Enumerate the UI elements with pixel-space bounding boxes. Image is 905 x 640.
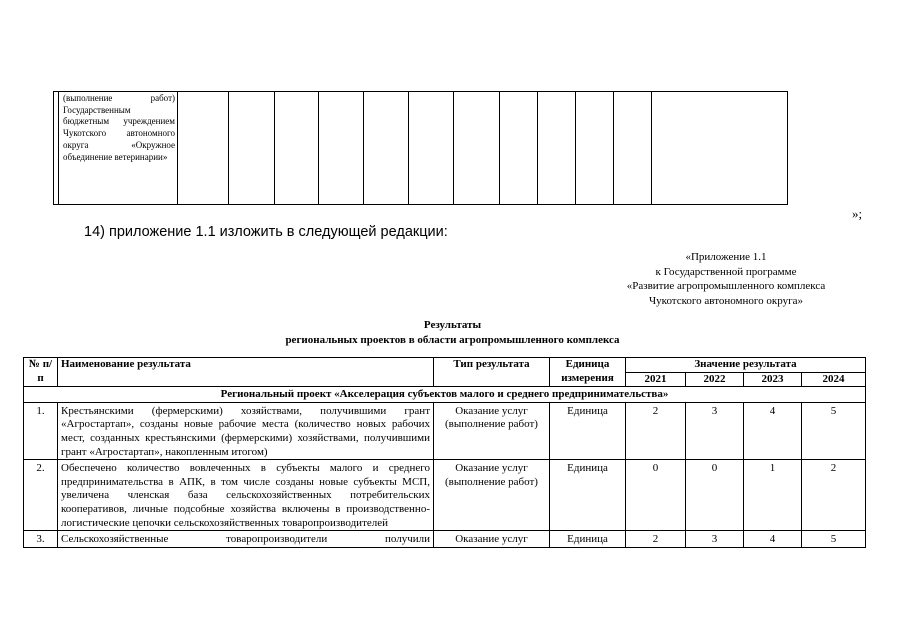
table-row: [54, 92, 788, 205]
row-name: Крестьянскими (фермерскими) хозяйствами, получившими грант «Агростартап», созданы новые рабочие места (количество новых рабочих мест, созданных крестьянскими (фермерскими) хозяйствами, получившими грант «Агростартап», накопленным итогом): [58, 402, 434, 459]
row-type: Оказание услуг: [434, 531, 550, 548]
table-cell: [538, 92, 576, 205]
appendix-header: [596, 250, 856, 308]
closing-quote: »;: [852, 206, 863, 221]
appendix-line: «Приложение 1.1: [685, 251, 767, 263]
row-value: 1: [744, 460, 802, 531]
table-cell: [652, 92, 788, 205]
appendix-line: к Государственной программе: [655, 265, 797, 278]
row-name: Обеспечено количество вовлеченных в субъекты малого и среднего предпринимательства в АПК, в том числе созданы новые субъекты МСП, увеличена членская база сельскохозяйственных потребительских кооперативов, личные подсобные хозяйства включены в производственно-логистические цепочки сельскохозяйственных товаропроизводителей: [58, 460, 434, 531]
row-unit: Единица: [550, 402, 626, 459]
row-type: Оказание услуг (выполнение работ): [434, 402, 550, 459]
continued-table: [53, 91, 788, 205]
row-value: 2: [626, 531, 686, 548]
header-num: № п/п: [24, 358, 58, 387]
row-type: Оказание услуг (выполнение работ): [434, 460, 550, 531]
results-table: [23, 357, 866, 548]
header-value: Значение результата: [626, 358, 866, 373]
row-value: 0: [626, 460, 686, 531]
table-cell: [319, 92, 364, 205]
table-cell: [178, 92, 229, 205]
header-unit: Единица измерения: [550, 358, 626, 387]
row-value: 4: [744, 531, 802, 548]
header-type: Тип результата: [434, 358, 550, 387]
table-cell: [614, 92, 652, 205]
table-cell: [576, 92, 614, 205]
table-cell: [454, 92, 500, 205]
table-row: [24, 460, 866, 531]
amendment-item: 14) приложение 1.1 изложить в следующей редакции:: [84, 224, 448, 240]
header-name: Наименование результата: [58, 358, 434, 387]
row-value: 5: [802, 531, 866, 548]
document-title: [200, 318, 705, 347]
header-year: 2022: [686, 372, 744, 387]
header-row: [24, 358, 866, 373]
table-cell: [229, 92, 275, 205]
row-name: Сельскохозяйственные товаропроизводители получили: [58, 531, 434, 548]
row-unit: Единица: [550, 531, 626, 548]
row-value: 5: [802, 402, 866, 459]
header-year: 2024: [802, 372, 866, 387]
row-value: 2: [802, 460, 866, 531]
row-value: 2: [626, 402, 686, 459]
appendix-line: Чукотского автономного округа»: [649, 294, 803, 307]
table-cell: [409, 92, 454, 205]
result-description-cell: (выполнение работ) Государственным бюджетным учреждением Чукотского автономного округа «Окружное объединение ветеринарии»: [59, 92, 178, 205]
row-unit: Единица: [550, 460, 626, 531]
row-num: 2.: [24, 460, 58, 531]
header-year: 2021: [626, 372, 686, 387]
table-cell: [500, 92, 538, 205]
row-value: 0: [686, 460, 744, 531]
row-value: 4: [744, 402, 802, 459]
title-line: региональных проектов в области агропромышленного комплекса: [285, 333, 620, 346]
title-line: Результаты: [423, 319, 482, 331]
table-cell: [364, 92, 409, 205]
table-row: [24, 531, 866, 548]
row-num: 3.: [24, 531, 58, 548]
section-row: [24, 387, 866, 403]
row-num: 1.: [24, 402, 58, 459]
table-cell: [275, 92, 319, 205]
section-title: Региональный проект «Акселерация субъектов малого и среднего предпринимательства»: [24, 387, 866, 403]
table-row: [24, 402, 866, 459]
header-year: 2023: [744, 372, 802, 387]
row-value: 3: [686, 402, 744, 459]
appendix-line: «Развитие агропромышленного комплекса: [626, 280, 826, 292]
row-value: 3: [686, 531, 744, 548]
